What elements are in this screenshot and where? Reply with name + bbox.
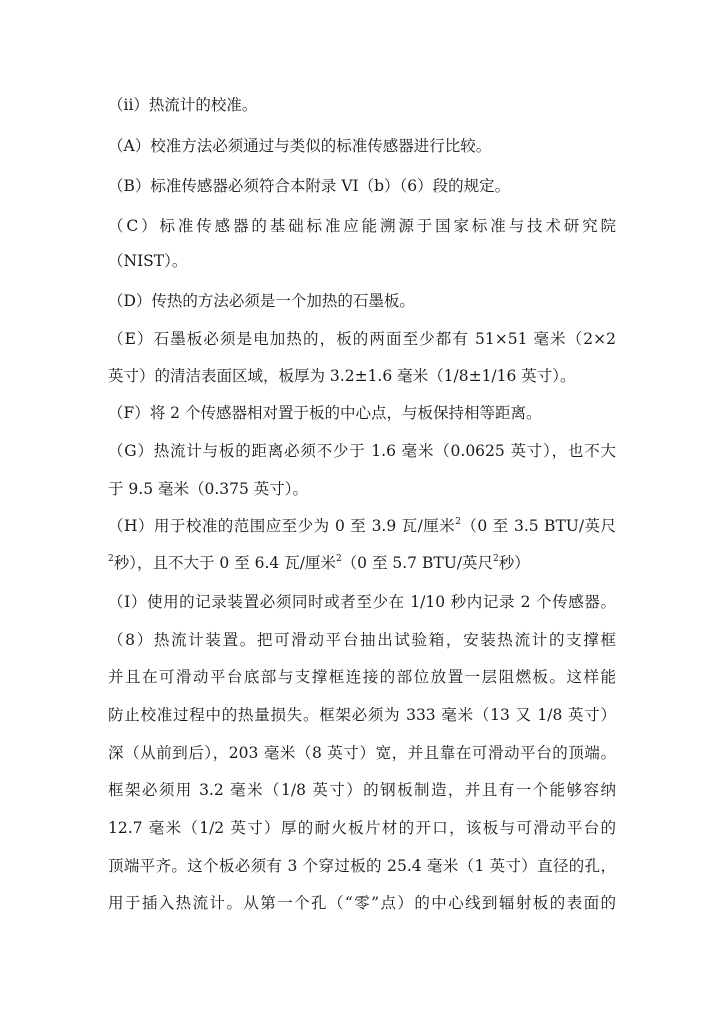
line-h-cont-text-b: （0 至 5.7 BTU/英尺: [341, 554, 493, 572]
superscript-2: 2: [492, 554, 499, 564]
line-h-text-a: （H）用于校准的范围应至少为 0 至 3.9 瓦/厘米: [108, 517, 456, 535]
line-ii-heading: （ii）热流计的校准。: [108, 96, 258, 114]
line-h-cont: [108, 550, 616, 576]
line-a: （A）校准方法必须通过与类似的标准传感器进行比较。: [108, 137, 492, 155]
line-g-cont: 于 9.5 毫米（0.375 英寸）。: [108, 480, 309, 498]
superscript-2: 2: [108, 554, 114, 564]
line-h-cont-text-a: 秒），且不大于 0 至 6.4 瓦/厘米: [113, 554, 336, 572]
line-8: （8）热流计装置。把可滑动平台抽出试验箱，安装热流计的支撑框: [108, 631, 616, 649]
superscript-2: 2: [455, 517, 461, 527]
line-h: [108, 513, 616, 539]
line-h-text-b: （0 至 3.5 BTU/英尺: [460, 517, 616, 535]
line-8-cont-1: 并且在可滑动平台底部与支撑框连接的部位放置一层阻燃板。这样能: [108, 668, 616, 686]
line-8-cont-5: 12.7 毫米（1/2 英寸）厚的耐火板片材的开口，该板与可滑动平台的: [108, 819, 616, 837]
superscript-2: 2: [335, 554, 342, 564]
line-i: （I）使用的记录装置必须同时或者至少在 1/10 秒内记录 2 个传感器。: [108, 593, 616, 611]
line-d: （D）传热的方法必须是一个加热的石墨板。: [108, 292, 415, 310]
line-c-cont: （NIST）。: [108, 252, 188, 270]
line-8-cont-3: 深（从前到后），203 毫米（8 英寸）宽，并且靠在可滑动平台的顶端。: [108, 744, 616, 762]
line-c: （C）标准传感器的基础标准应能溯源于国家标准与技术研究院: [108, 217, 616, 235]
line-8-cont-2: 防止校准过程中的热量损失。框架必须为 333 毫米（13 又 1/8 英寸）: [108, 706, 616, 724]
line-8-cont-7: 用于插入热流计。从第一个孔（“零”点）的中心线到辐射板的表面的: [108, 894, 616, 912]
line-b: （B）标准传感器必须符合本附录 VI（b）（6）段的规定。: [108, 177, 511, 195]
line-h-cont-text-c: 秒）: [498, 554, 530, 572]
line-e-cont: 英寸）的清洁表面区域，板厚为 3.2±1.6 毫米（1/8±1/16 英寸）。: [108, 367, 576, 385]
line-g: （G）热流计与板的距离必须不少于 1.6 毫米（0.0625 英寸），也不大: [108, 442, 616, 460]
line-f: （F）将 2 个传感器相对置于板的中心点，与板保持相等距离。: [108, 404, 542, 422]
line-8-cont-6: 顶端平齐。这个板必须有 3 个穿过板的 25.4 毫米（1 英寸）直径的孔，: [108, 857, 616, 875]
line-e: （E）石墨板必须是电加热的，板的两面至少都有 51×51 毫米（2×2: [108, 330, 616, 348]
line-8-cont-4: 框架必须用 3.2 毫米（1/8 英寸）的钢板制造，并且有一个能够容纳: [108, 781, 616, 799]
